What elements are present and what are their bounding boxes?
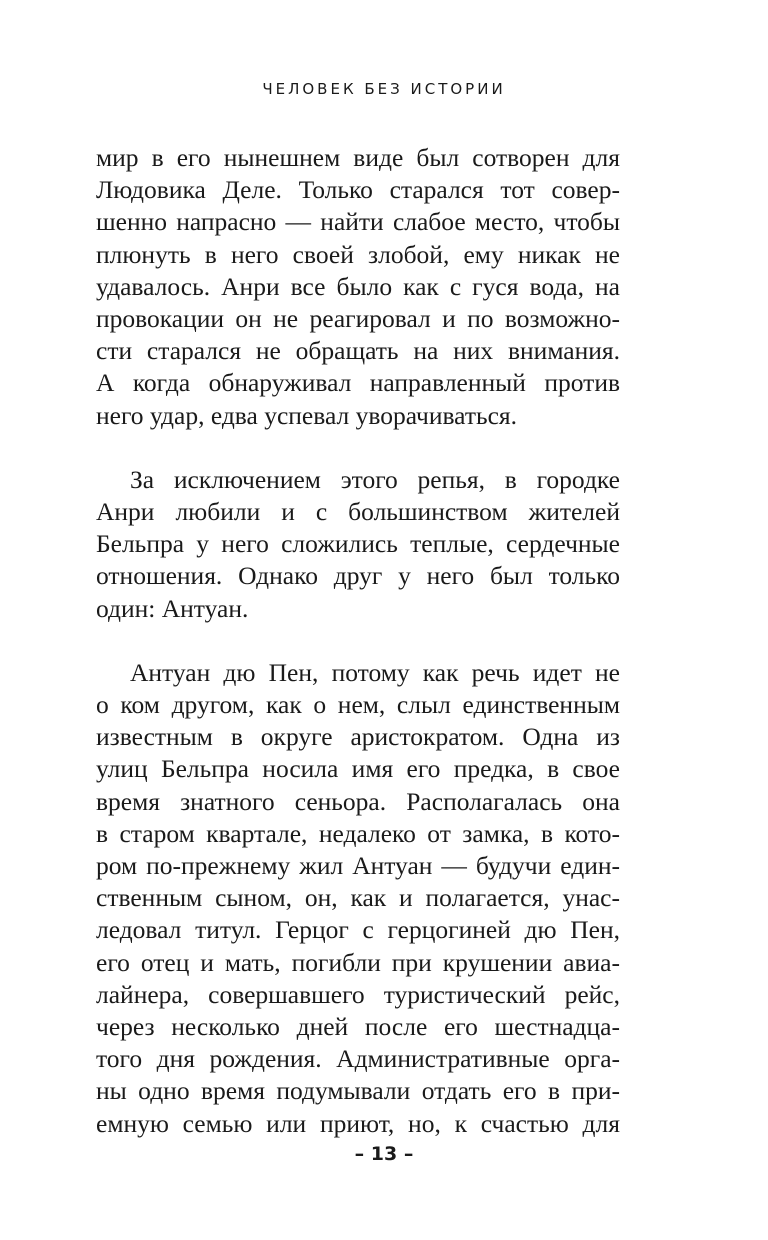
text-line: ром по-прежнему жил Антуан — будучи един- <box>96 851 620 881</box>
text-line: удавалось. Анри все было как с гуся вода, на <box>96 271 620 301</box>
body-text <box>96 142 620 1140</box>
text-line: За исключением этого репья, в городке <box>130 464 620 494</box>
text-line: Антуан дю Пен, потому как речь идет не <box>130 657 620 687</box>
text-line: в старом квартале, недалеко от замка, в кото- <box>96 818 620 848</box>
text-line: один: Антуан. <box>96 593 249 623</box>
text-line: ледовал титул. Герцог с герцогиней дю Пен, <box>96 915 620 945</box>
page-number: – 13 – <box>354 1143 414 1165</box>
running-header: ЧЕЛОВЕК БЕЗ ИСТОРИИ <box>262 80 506 98</box>
text-line: его отец и мать, погибли при крушении авиа- <box>96 947 620 977</box>
text-line: Бельпра у него сложились теплые, сердечные <box>96 529 620 559</box>
text-line: провокации он не реагировал и по возможно- <box>96 304 620 334</box>
text-line: сти старался не обращать на них внимания. <box>96 336 620 366</box>
paragraph-1 <box>96 142 620 432</box>
text-line: мир в его нынешнем виде был сотворен для <box>96 143 620 172</box>
text-line: А когда обнаруживал направленный против <box>96 368 620 398</box>
text-line: улиц Бельпра носила имя его предка, в свое <box>96 754 620 784</box>
text-line: время знатного сеньора. Располагалась она <box>96 786 620 816</box>
text-line: него удар, едва успевал уворачиваться. <box>96 400 518 430</box>
text-line: лайнера, совершавшего туристический рейс, <box>96 979 620 1009</box>
text-line: емную семью или приют, но, к счастью для <box>96 1108 620 1138</box>
text-line: шенно напрасно — найти слабое место, чтобы <box>96 207 620 237</box>
text-line: Анри любили и с большинством жителей <box>96 497 620 527</box>
text-line: ственным сыном, он, как и полагается, унас- <box>96 883 620 913</box>
paragraph-2 <box>96 464 620 625</box>
text-line: плюнуть в него своей злобой, ему никак не <box>96 239 620 269</box>
text-line: того дня рождения. Административные орга- <box>96 1044 620 1074</box>
text-line: известным в округе аристократом. Одна из <box>96 722 620 752</box>
text-line: Людовика Деле. Только старался тот совер- <box>96 175 620 205</box>
text-line: о ком другом, как о нем, слыл единственным <box>96 690 620 720</box>
paragraph-3 <box>96 657 620 1140</box>
text-line: ны одно время подумывали отдать его в при- <box>96 1076 620 1106</box>
text-line: через несколько дней после его шестнадца- <box>96 1012 620 1042</box>
text-line: отношения. Однако друг у него был только <box>96 561 620 591</box>
